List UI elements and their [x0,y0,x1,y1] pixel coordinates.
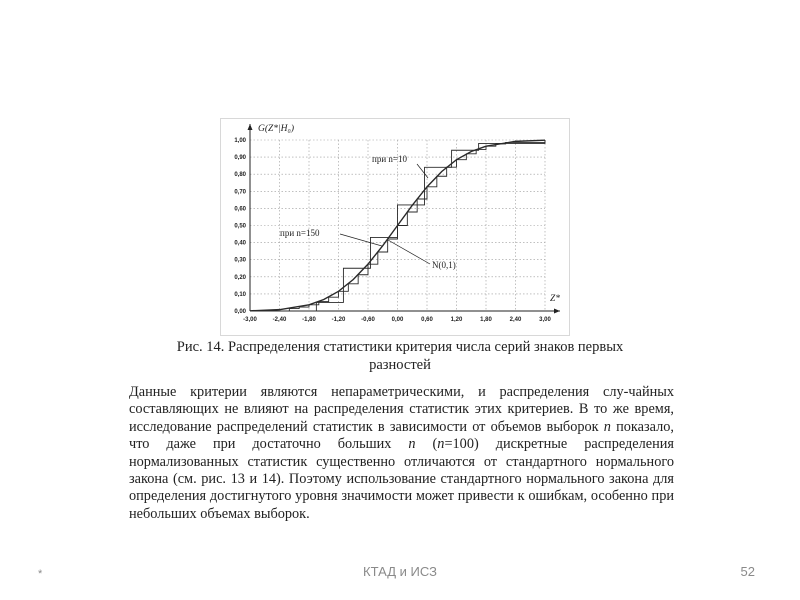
paragraph-var-n-1: n [603,418,611,435]
page-number: 52 [740,564,755,579]
x-tick-label: 1,80 [480,317,492,323]
y-tick-label: 1,00 [234,138,246,144]
paragraph-text-1: Данные критерии являются непараметрическими, и распределения слу-чайных составляющих не влияют на распределения статистик этих критериев. В то же время, исследование распределений статистик в зависимости от объемов выборок [129,384,674,435]
y-tick-label: 0,60 [234,206,246,213]
paragraph-text-2: показало, что даже при достаточно больших [129,418,674,453]
footer-title: КТАД и ИСЗ [363,564,437,579]
y-axis-title: G(Z*|H₀) [258,124,294,134]
annotation-n10: при n=10 [372,154,407,164]
paragraph-text-3: ( [415,436,438,453]
y-tick-label: 0,90 [234,155,246,162]
x-tick-label: -2,40 [272,317,287,323]
figure [220,118,570,336]
x-tick-label: -1,80 [302,317,316,323]
x-tick-label: 0,60 [421,317,433,323]
x-tick-label: 2,40 [509,317,522,323]
annotation-n150: при n=150 [280,228,320,238]
x-tick-label: -0,60 [361,317,375,323]
body-paragraph [129,384,674,523]
footer-star: * [38,568,43,580]
x-tick-label: 0,00 [391,317,404,323]
y-tick-label: 0,20 [234,274,246,281]
x-axis-title: Z* [550,294,561,304]
y-tick-label: 0,80 [234,172,246,179]
x-tick-label: -3,00 [243,317,257,323]
figure-caption [130,338,670,374]
distribution-chart [220,118,570,336]
paragraph-text-4: =100) дискретные распределения нормализованных статистик существенно отличаются от стандартного нормального закона (см. рис. 13 и 14). Поэтому использование стандартного нормального закона для определения достигнутого уровня значимости может привести к ошибкам, особенно при небольших объемах выборок. [129,436,674,522]
caption-line-2: разностей [369,357,431,373]
y-tick-label: 0,50 [234,223,246,230]
y-tick-label: 0,10 [234,291,246,298]
x-tick-label: 3,00 [539,317,551,323]
annotation-normal: N(0,1) [432,260,456,270]
paragraph-var-n-3: n [437,436,445,453]
figure-border [221,119,570,336]
x-tick-label: 1,20 [450,317,463,323]
y-tick-label: 0,30 [234,257,246,264]
x-tick-label: -1,20 [331,317,346,323]
paragraph-var-n-2: n [408,436,416,453]
caption-line-1: Рис. 14. Распределения статистики критерия числа серий знаков первых [176,339,624,355]
y-tick-label: 0,70 [234,189,246,196]
y-tick-label: 0,40 [234,240,246,247]
y-tick-label: 0,00 [234,309,246,315]
